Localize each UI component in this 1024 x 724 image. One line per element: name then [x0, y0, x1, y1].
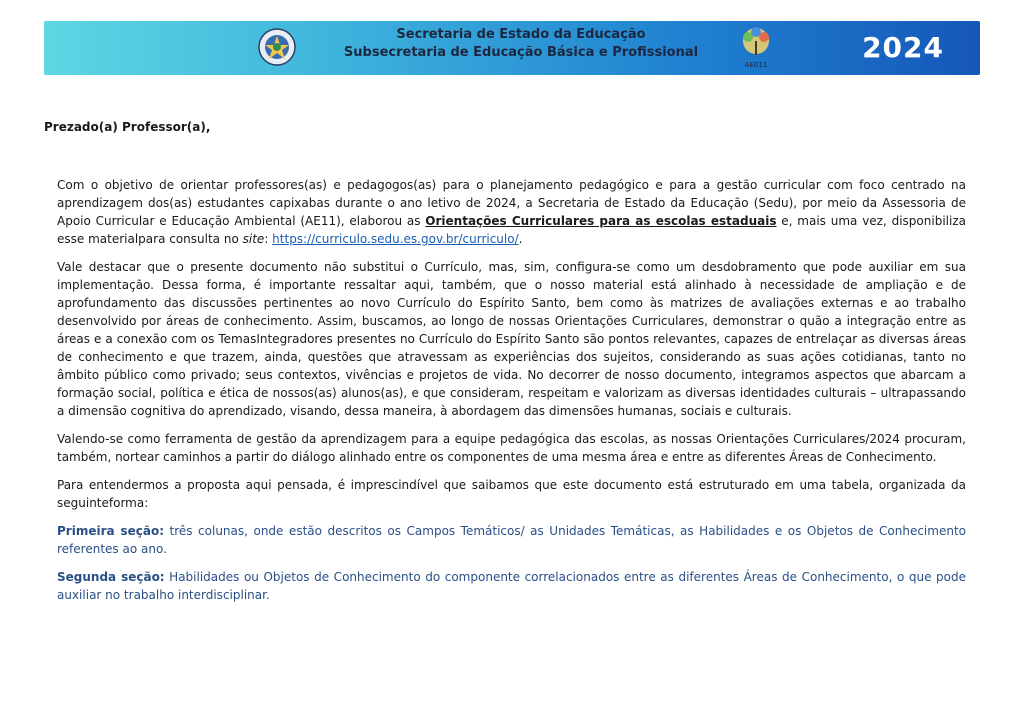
letter-body [57, 176, 966, 614]
paragraph-2: Vale destacar que o presente documento não substitui o Currículo, mas, sim, configura-se como um desdobramento que pode auxiliar em sua implementação. Dessa forma, é importante ressaltar aqui, também, que o nosso material está alinhado à necessidade de ampliação e de aprofundamento das discussões pertinentes ao novo Currículo do Espírito Santo, bem como às matrizes de avaliações externas e ao trabalho desenvolvido por áreas de conhecimento. Assim, buscamos, ao longo de nossas Orientações Curriculares, demonstrar o quão a integração entre as áreas e a conexão com os TemasIntegradores presentes no Currículo do Espírito Santo são pontos relevantes, capazes de entrelaçar as diversas áreas de conhecimento e que trazem, ainda, questões que atravessam as experiências dos sujeitos, considerando as suas ações cotidianas, tanto no âmbito público como privado; seus contextos, vivências e projetos de vida. No decorrer de nosso documento, integramos aspectos que abarcam a formação social, política e ética de nossos(as) alunos(as), e que consideram, respeitam e valorizam as diversas identidades culturais – ultrapassando a dimensão cognitiva do aprendizado, visando, dessa maneira, à abordagem das dimensões humanas, sociais e culturais. [57, 260, 966, 418]
ae11-logo-icon [734, 25, 778, 71]
section-1-text: três colunas, onde estão descritos os Campos Temáticos/ as Unidades Temáticas, as Habilidades e os Objetos de Conhecimento referentes ao ano. [57, 524, 966, 556]
section-2-label: Segunda seção: [57, 570, 165, 584]
curriculum-guidelines-title: Orientações Curriculares para as escolas estaduais [425, 214, 777, 228]
intro-text-b: e, mais uma vez, disponibiliza esse materialpara consulta no [57, 214, 966, 246]
state-seal-icon [257, 27, 297, 67]
logo-caption: AE011 [744, 61, 768, 69]
intro-text-c: : [264, 232, 273, 246]
banner-year: 2024 [862, 31, 944, 64]
banner-line1: Secretaria de Estado da Educação [396, 27, 646, 42]
header-banner [44, 21, 980, 75]
paragraph-intro [57, 176, 966, 248]
section-1 [57, 522, 966, 558]
curriculum-link[interactable]: https://curriculo.sedu.es.gov.br/curriculo/ [272, 232, 519, 246]
greeting: Prezado(a) Professor(a), [44, 120, 211, 134]
intro-text-d: . [518, 232, 523, 246]
section-2 [57, 568, 966, 604]
paragraph-3: Valendo-se como ferramenta de gestão da aprendizagem para a equipe pedagógica das escolas, as nossas Orientações Curriculares/2024 procuram, também, nortear caminhos a partir do diálogo alinhado entre os componentes de uma mesma área e entre as diferentes Áreas de Conhecimento. [57, 432, 966, 464]
banner-line2: Subsecretaria de Educação Básica e Profissional [343, 45, 699, 60]
site-word: site [242, 232, 265, 246]
paragraph-4: Para entendermos a proposta aqui pensada, é imprescindível que saibamos que este documento está estruturado em uma tabela, organizada da seguinteforma: [57, 478, 966, 510]
section-1-label: Primeira seção: [57, 524, 165, 538]
intro-text-a: Com o objetivo de orientar professores(as) e pedagogos(as) para o planejamento pedagógico e para a gestão curricular com foco centrado na aprendizagem dos(as) estudantes capixabas durante o ano letivo de 2024, a Secretaria de Estado da Educação (Sedu), por meio da Assessoria de Apoio Curricular e Educação Ambiental (AE11), elaborou as [57, 178, 966, 228]
banner-title [306, 26, 736, 62]
section-2-text: Habilidades ou Objetos de Conhecimento do componente correlacionados entre as diferentes Áreas de Conhecimento, o que pode auxiliar no trabalho interdisciplinar. [57, 570, 966, 602]
